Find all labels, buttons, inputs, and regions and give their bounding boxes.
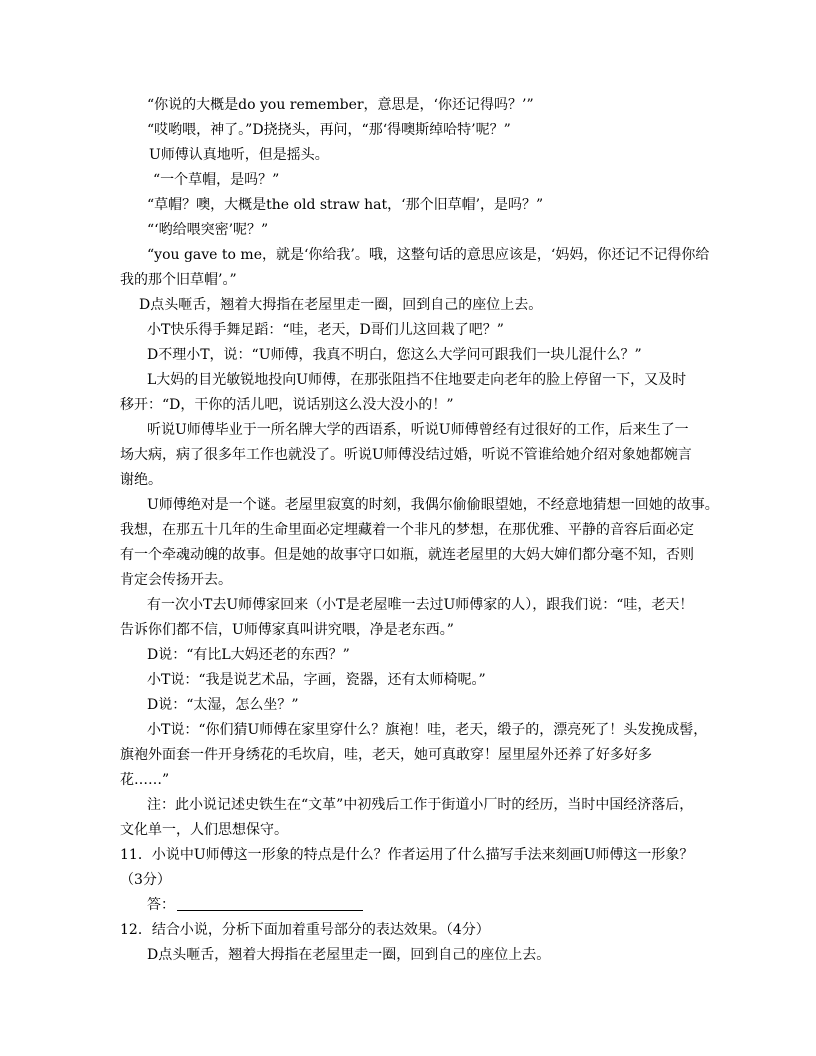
answer-row	[147, 896, 363, 914]
text-line-9: D点头咂舌，翘着大拇指在老屋里走一圈，回到自己的座位上去。	[139, 297, 543, 313]
text-line-5: “草帽？噢，大概是the old straw hat，‘那个旧草帽’，是吗？”	[147, 197, 544, 213]
text-line-12: L大妈的目光敏锐地投向U师傅，在那张阻挡不住地要走向老年的脸上停留一下，又及时	[147, 372, 687, 388]
question-11-points: （3分）	[120, 872, 171, 888]
text-line-20: 肯定会传扬开去。	[120, 572, 232, 588]
text-line-11: D不理小T，说：“U师傅，我真不明白，您这么大学问可跟我们一块儿混什么？”	[147, 347, 642, 363]
text-line-19: 有一个牵魂动魄的故事。但是她的故事守口如瓶，就连老屋里的大妈大婶们都分毫不知，否则	[120, 547, 694, 563]
text-line-16: 谢绝。	[120, 472, 162, 488]
text-line-28: 花……”	[120, 772, 170, 788]
text-line-1: “你说的大概是do you remember，意思是，‘你还记得吗？’”	[147, 97, 534, 113]
text-line-2: “哎哟喂，神了。”D挠挠头，再问，“那‘得噢斯绰哈特’呢？”	[147, 122, 511, 138]
text-line-27: 旗袍外面套一件开身绣花的毛坎肩，哇，老天，她可真敢穿！屋里屋外还养了好多好多	[120, 747, 652, 763]
text-line-14: 听说U师傅毕业于一所名牌大学的西语系，听说U师傅曾经有过很好的工作，后来生了一	[147, 422, 689, 438]
text-line-21: 有一次小T去U师傅家回来（小T是老屋唯一去过U师傅家的人），跟我们说：“哇，老天！	[147, 597, 694, 613]
text-line-6: “‘哟给喂突密’呢？”	[147, 222, 269, 238]
question-11: 11．小说中U师傅这一形象的特点是什么？作者运用了什么描写手法来刻画U师傅这一形象？	[120, 847, 694, 863]
text-line-3: U师傅认真地听，但是摇头。	[149, 147, 329, 163]
text-line-25: D说：“太湿，怎么坐？”	[147, 697, 299, 713]
text-line-18: 我想，在那五十几年的生命里面必定埋藏着一个非凡的梦想，在那优雅、平静的音容后面必定	[120, 522, 694, 538]
text-line-23: D说：“有比L大妈还老的东西？”	[147, 647, 350, 663]
text-line-26: 小T说：“你们猜U师傅在家里穿什么？旗袍！哇，老天，缎子的，漂亮死了！头发挽成髻，	[147, 722, 708, 738]
text-line-15: 场大病，病了很多年工作也就没了。听说U师傅没结过婚，听说不管谁给她介绍对象她都婉言	[120, 447, 692, 463]
text-line-24: 小T说：“我是说艺术品，字画，瓷器，还有太师椅呢。”	[147, 672, 486, 688]
text-line-7: “you gave to me，就是‘你给我’。哦，这整句话的意思应该是，‘妈妈，你还记不记得你给	[147, 247, 710, 263]
answer-blank-field[interactable]	[177, 896, 363, 911]
question-12: 12．结合小说，分析下面加着重号部分的表达效果。（4分）	[120, 922, 490, 938]
text-line-4: “一个草帽，是吗？”	[153, 172, 280, 188]
note-line-2: 文化单一，人们思想保守。	[120, 822, 288, 838]
answer-label: 答：	[147, 897, 175, 913]
text-line-17: U师傅绝对是一个谜。老屋里寂寞的时刻，我偶尔偷偷眼望她，不经意地猜想一回她的故事。	[147, 497, 719, 513]
note-line-1: 注：此小说记述史铁生在“文革”中初残后工作于街道小厂时的经历，当时中国经济落后，	[147, 797, 694, 813]
text-line-10: 小T快乐得手舞足蹈：“哇，老天，D哥们儿这回栽了吧？”	[147, 322, 504, 338]
text-line-22: 告诉你们都不信，U师傅家真叫讲究喂，净是老东西。”	[120, 622, 454, 638]
question-12-quote: D点头咂舌，翘着大拇指在老屋里走一圈，回到自己的座位上去。	[147, 947, 551, 963]
text-line-13: 移开：“D，干你的活儿吧，说话别这么没大没小的！”	[120, 397, 454, 413]
text-line-8: 我的那个旧草帽’。”	[120, 272, 237, 288]
